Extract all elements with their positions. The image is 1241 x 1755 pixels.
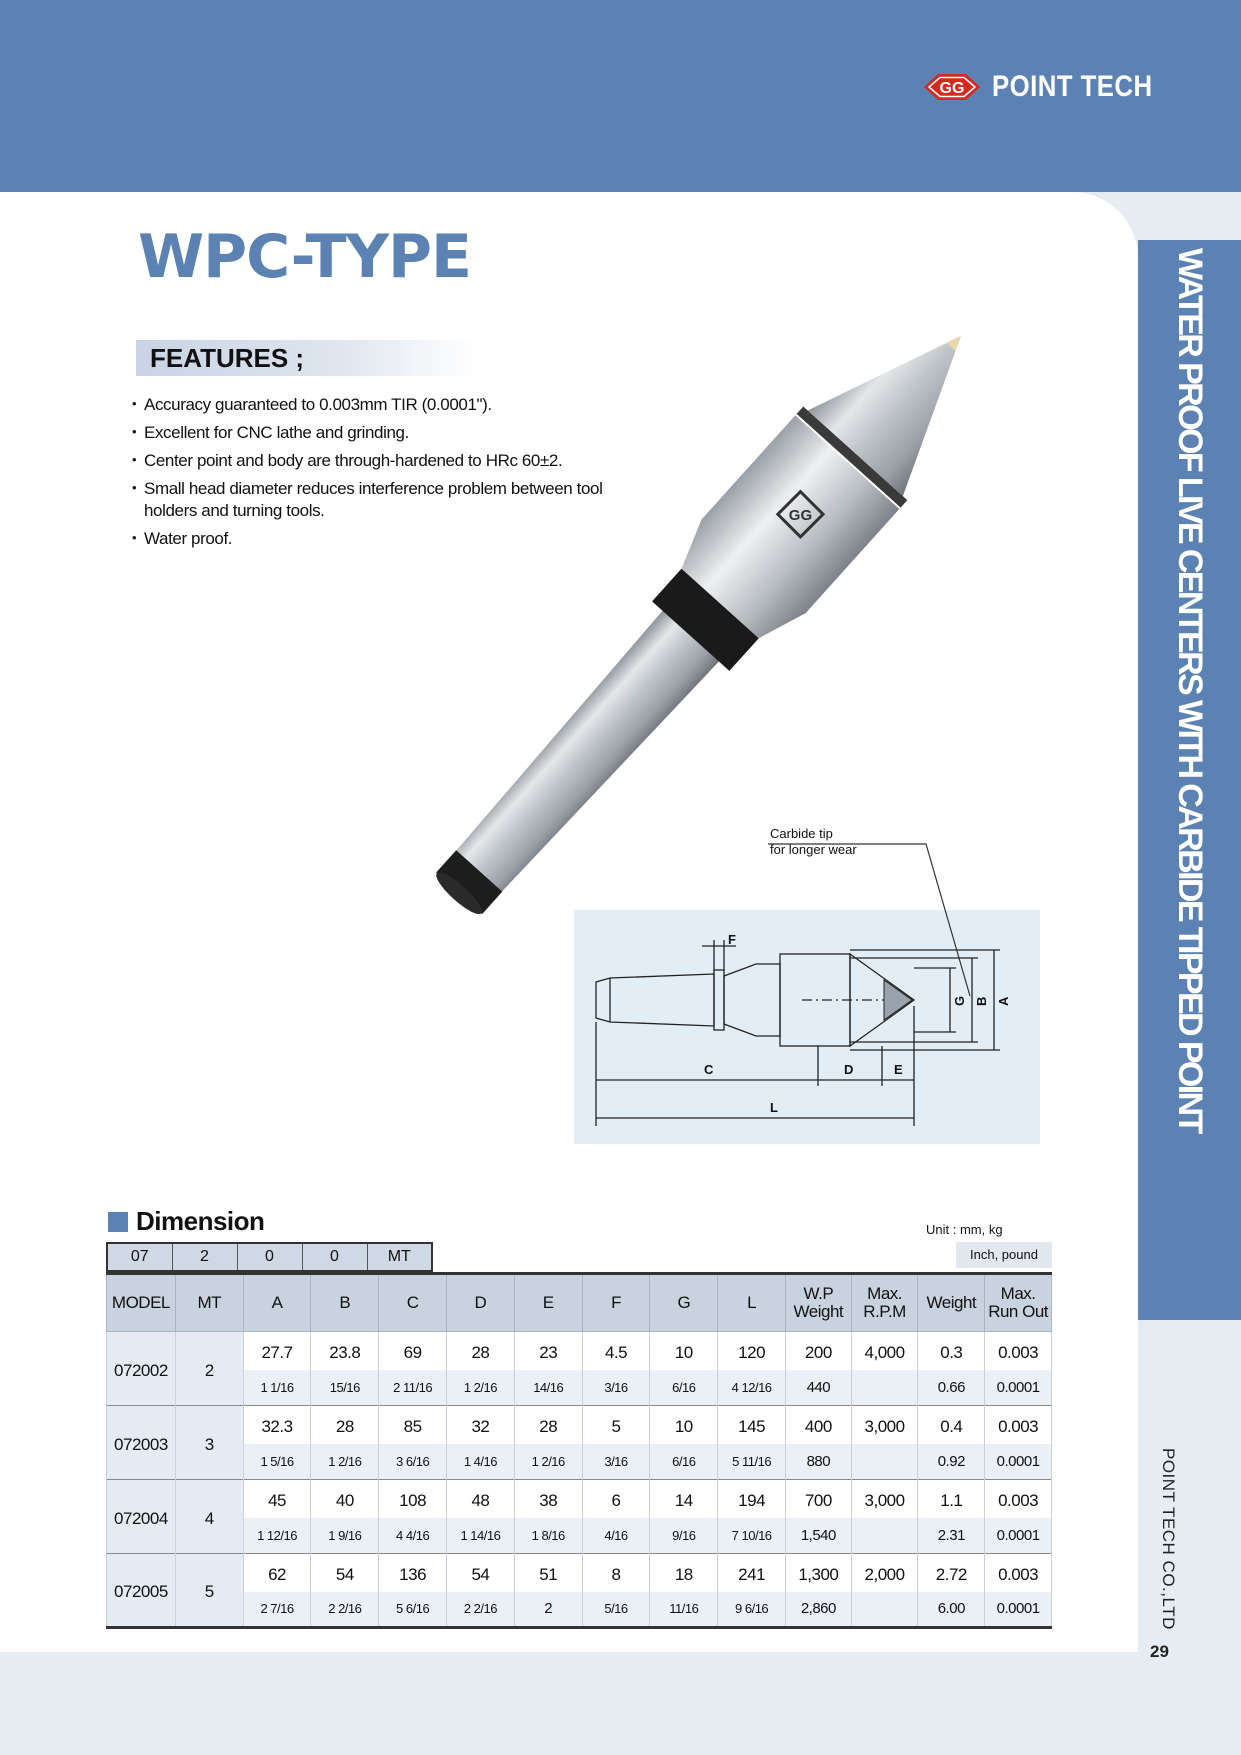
metric-cell: 14 (650, 1480, 718, 1518)
metric-cell: 23.8 (311, 1332, 379, 1370)
code-cell: 0 (237, 1243, 302, 1271)
metric-cell: 48 (447, 1480, 515, 1518)
metric-cell: 10 (650, 1332, 718, 1370)
gg-logo-text: GG (939, 80, 965, 97)
imperial-cell: 2 2/16 (311, 1592, 379, 1628)
mt-cell: 5 (175, 1554, 243, 1628)
column-header: F (582, 1274, 650, 1332)
callout-line-1: Carbide tip (770, 826, 833, 841)
imperial-cell: 1 2/16 (514, 1444, 582, 1480)
imperial-cell: 1 2/16 (447, 1370, 515, 1406)
column-header: Max. R.P.M (851, 1274, 918, 1332)
mt-cell: 3 (175, 1406, 243, 1480)
imperial-cell: 2,860 (786, 1592, 852, 1628)
imperial-cell: 1 8/16 (514, 1518, 582, 1554)
dimension-title: Dimension (136, 1206, 265, 1236)
code-cell: 0 (302, 1243, 367, 1271)
feature-item: • Center point and body are through-hardened to HRc 60±2. (132, 450, 652, 472)
metric-cell: 4.5 (582, 1332, 650, 1370)
metric-cell: 6 (582, 1480, 650, 1518)
imperial-cell: 9 6/16 (718, 1592, 786, 1628)
mt-cell: 2 (175, 1332, 243, 1406)
square-bullet-icon (108, 1212, 128, 1232)
imperial-cell (851, 1370, 918, 1406)
metric-cell: 40 (311, 1480, 379, 1518)
brand-name: POINT TECH (992, 70, 1153, 103)
metric-cell: 54 (311, 1554, 379, 1592)
column-header: D (447, 1274, 515, 1332)
label-e: E (894, 1062, 903, 1077)
metric-cell: 51 (514, 1554, 582, 1592)
callout-leader (572, 820, 1042, 1150)
metric-cell: 136 (379, 1554, 447, 1592)
carbide-callout (770, 826, 857, 858)
imperial-cell: 440 (786, 1370, 852, 1406)
imperial-cell: 4 12/16 (718, 1370, 786, 1406)
model-cell: 072003 (107, 1406, 176, 1480)
table-row (107, 1592, 1052, 1628)
metric-cell: 3,000 (851, 1480, 918, 1518)
metric-cell: 241 (718, 1554, 786, 1592)
metric-cell: 18 (650, 1554, 718, 1592)
brand (920, 70, 1179, 104)
column-header: A (243, 1274, 311, 1332)
label-a: A (996, 996, 1011, 1006)
imperial-cell: 1 1/16 (243, 1370, 311, 1406)
imperial-cell: 5 11/16 (718, 1444, 786, 1480)
imperial-cell: 1 9/16 (311, 1518, 379, 1554)
body-logo-text: GG (788, 507, 813, 525)
imperial-cell: 2 2/16 (447, 1592, 515, 1628)
metric-cell: 700 (786, 1480, 852, 1518)
metric-cell: 0.003 (985, 1332, 1052, 1370)
column-header: L (718, 1274, 786, 1332)
code-cell: 07 (107, 1243, 172, 1271)
imperial-cell: 1 4/16 (447, 1444, 515, 1480)
imperial-cell: 4/16 (582, 1518, 650, 1554)
imperial-cell: 0.0001 (985, 1444, 1052, 1480)
metric-cell: 3,000 (851, 1406, 918, 1444)
metric-cell: 28 (514, 1406, 582, 1444)
gg-logo (920, 70, 984, 104)
code-cell: 2 (172, 1243, 237, 1271)
metric-cell: 145 (718, 1406, 786, 1444)
metric-cell: 0.4 (918, 1406, 985, 1444)
metric-cell: 27.7 (243, 1332, 311, 1370)
metric-cell: 2.72 (918, 1554, 985, 1592)
metric-cell: 0.003 (985, 1480, 1052, 1518)
model-cell: 072002 (107, 1332, 176, 1406)
column-header: G (650, 1274, 718, 1332)
metric-cell: 400 (786, 1406, 852, 1444)
column-header: MT (175, 1274, 243, 1332)
imperial-cell: 6/16 (650, 1370, 718, 1406)
metric-cell: 1.1 (918, 1480, 985, 1518)
metric-cell: 0.003 (985, 1554, 1052, 1592)
model-cell: 072005 (107, 1554, 176, 1628)
label-g: G (952, 995, 967, 1006)
metric-cell: 54 (447, 1554, 515, 1592)
metric-cell: 4,000 (851, 1332, 918, 1370)
label-c: C (704, 1062, 714, 1077)
table-row (107, 1406, 1052, 1444)
table-header-row (107, 1274, 1052, 1332)
column-header: Weight (918, 1274, 985, 1332)
dimension-table (106, 1272, 1052, 1629)
table-row (107, 1332, 1052, 1370)
metric-cell: 32.3 (243, 1406, 311, 1444)
feature-item: • Accuracy guaranteed to 0.003mm TIR (0.0001"). (132, 394, 652, 416)
metric-cell: 85 (379, 1406, 447, 1444)
imperial-cell: 6/16 (650, 1444, 718, 1480)
column-header: W.P Weight (786, 1274, 852, 1332)
imperial-cell: 1 2/16 (311, 1444, 379, 1480)
imperial-cell: 0.0001 (985, 1518, 1052, 1554)
metric-cell: 0.3 (918, 1332, 985, 1370)
column-header: C (379, 1274, 447, 1332)
unit-label: Unit : mm, kg (926, 1222, 1003, 1237)
metric-cell: 38 (514, 1480, 582, 1518)
metric-cell: 10 (650, 1406, 718, 1444)
metric-cell: 32 (447, 1406, 515, 1444)
page-title: WPC-TYPE (138, 222, 471, 292)
column-header: E (514, 1274, 582, 1332)
imperial-cell: 9/16 (650, 1518, 718, 1554)
label-b: B (974, 996, 989, 1006)
metric-cell: 108 (379, 1480, 447, 1518)
imperial-cell: 15/16 (311, 1370, 379, 1406)
imperial-cell: 2.31 (918, 1518, 985, 1554)
imperial-cell: 5 6/16 (379, 1592, 447, 1628)
metric-cell: 28 (311, 1406, 379, 1444)
imperial-cell: 5/16 (582, 1592, 650, 1628)
imperial-cell (851, 1592, 918, 1628)
code-cell: MT (367, 1243, 432, 1271)
model-code-table (106, 1242, 433, 1272)
metric-cell: 200 (786, 1332, 852, 1370)
side-title: WATER PROOF LIVE CENTERS WITH CARBIDE TIPPED POINT (1171, 248, 1209, 1132)
model-cell: 072004 (107, 1480, 176, 1554)
column-header: B (311, 1274, 379, 1332)
metric-cell: 45 (243, 1480, 311, 1518)
imperial-cell (851, 1518, 918, 1554)
label-l: L (770, 1100, 778, 1115)
column-header: MODEL (107, 1274, 176, 1332)
imperial-cell: 2 7/16 (243, 1592, 311, 1628)
imperial-cell: 0.92 (918, 1444, 985, 1480)
metric-cell: 120 (718, 1332, 786, 1370)
imperial-cell: 3/16 (582, 1444, 650, 1480)
metric-cell: 8 (582, 1554, 650, 1592)
label-d: D (844, 1062, 854, 1077)
metric-cell: 1,300 (786, 1554, 852, 1592)
imperial-cell: 3/16 (582, 1370, 650, 1406)
imperial-cell: 1,540 (786, 1518, 852, 1554)
table-row (107, 1480, 1052, 1518)
metric-cell: 69 (379, 1332, 447, 1370)
callout-line-2: for longer wear (770, 842, 857, 857)
imperial-cell: 6.00 (918, 1592, 985, 1628)
imperial-cell: 1 14/16 (447, 1518, 515, 1554)
imperial-cell: 4 4/16 (379, 1518, 447, 1554)
metric-cell: 62 (243, 1554, 311, 1592)
imperial-cell: 14/16 (514, 1370, 582, 1406)
mt-cell: 4 (175, 1480, 243, 1554)
imperial-cell: 11/16 (650, 1592, 718, 1628)
imperial-cell: 7 10/16 (718, 1518, 786, 1554)
column-header: Max. Run Out (985, 1274, 1052, 1332)
table-row (107, 1518, 1052, 1554)
imperial-cell: 0.66 (918, 1370, 985, 1406)
imperial-cell: 2 11/16 (379, 1370, 447, 1406)
metric-cell: 0.003 (985, 1406, 1052, 1444)
table-row (107, 1554, 1052, 1592)
unit-alt: Inch, pound (956, 1242, 1052, 1268)
imperial-cell: 2 (514, 1592, 582, 1628)
imperial-cell: 1 5/16 (243, 1444, 311, 1480)
dimension-heading (108, 1206, 264, 1237)
metric-cell: 28 (447, 1332, 515, 1370)
feature-item: • Water proof. (132, 528, 652, 550)
imperial-cell: 0.0001 (985, 1370, 1052, 1406)
side-company: POINT TECH CO.,LTD (1159, 1448, 1178, 1630)
metric-cell: 23 (514, 1332, 582, 1370)
features-heading: FEATURES ; (136, 340, 476, 376)
label-f: F (728, 932, 736, 947)
imperial-cell: 0.0001 (985, 1592, 1052, 1628)
imperial-cell: 880 (786, 1444, 852, 1480)
imperial-cell (851, 1444, 918, 1480)
feature-item: • Small head diameter reduces interference problem between tool holders and turning tools. (132, 478, 652, 522)
page-number: 29 (1150, 1642, 1169, 1661)
table-row (107, 1370, 1052, 1406)
metric-cell: 2,000 (851, 1554, 918, 1592)
metric-cell: 5 (582, 1406, 650, 1444)
feature-item: • Excellent for CNC lathe and grinding. (132, 422, 652, 444)
table-row (107, 1444, 1052, 1480)
metric-cell: 194 (718, 1480, 786, 1518)
imperial-cell: 3 6/16 (379, 1444, 447, 1480)
table-body (107, 1332, 1052, 1628)
imperial-cell: 1 12/16 (243, 1518, 311, 1554)
